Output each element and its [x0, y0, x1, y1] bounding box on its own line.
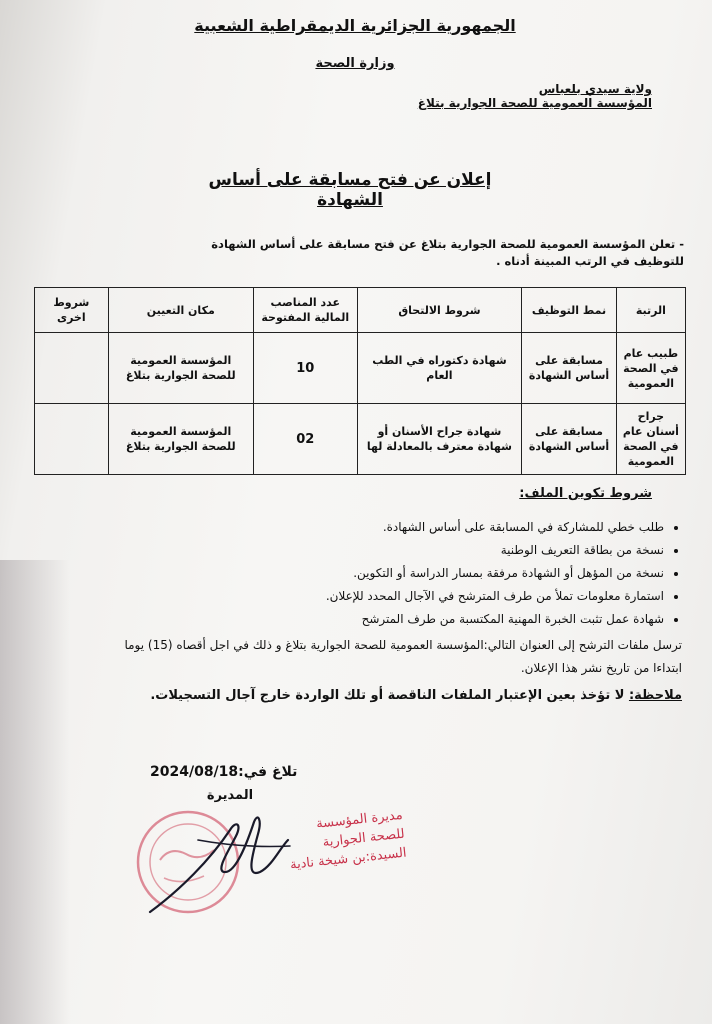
header-other: شروط اخرى	[35, 288, 109, 333]
header-positions: عدد المناصب المالية المفتوحة	[253, 288, 357, 333]
wilaya-header: ولاية سيدي بلعباس	[538, 82, 652, 96]
cell-place: المؤسسة العمومية للصحة الجوارية بتلاغ	[108, 333, 253, 404]
cell-place: المؤسسة العمومية للصحة الجوارية بتلاغ	[108, 404, 253, 475]
header-place: مكان التعيين	[108, 288, 253, 333]
cell-other	[35, 404, 109, 475]
positions-table	[34, 287, 686, 475]
signature-date: تلاغ في:2024/08/18	[150, 764, 298, 780]
header-conditions: شروط الالتحاق	[357, 288, 522, 333]
republic-header: الجمهورية الجزائرية الديمقراطية الشعبية	[194, 16, 516, 35]
header-rank: الرتبة	[616, 288, 685, 333]
cell-rank: طبيب عام في الصحة العمومية	[616, 333, 685, 404]
cell-conditions: شهادة جراح الأسنان أو شهادة معترف بالمعادلة لها	[357, 404, 522, 475]
cell-type: مسابقة على أساس الشهادة	[522, 404, 617, 475]
announcement-title: إعلان عن فتح مسابقة على أساس الشهادة	[208, 170, 492, 210]
cell-rank: جراح أسنان عام في الصحة العمومية	[616, 404, 685, 475]
list-item: • نسخة من المؤهل أو الشهادة مرفقة بمسار الدراسة أو التكوين.	[64, 562, 664, 585]
list-item: • طلب خطي للمشاركة في المسابقة على أساس الشهادة.	[64, 516, 664, 539]
note-label: ملاحظة:	[628, 688, 682, 703]
table-row	[35, 333, 686, 404]
list-item: • شهادة عمل تثبت الخبرة المهنية المكتسبة من طرف المترشح	[64, 608, 664, 631]
table-header-row	[35, 288, 686, 333]
stamp-line-3: السيدة:بن شيخة نادية	[289, 845, 408, 873]
intro-line-2: للتوظيف في الرتب المبينة أدناه .	[496, 254, 684, 268]
director-title: المديرة	[206, 788, 254, 803]
stamp-line-2: للصحة الجوارية	[322, 826, 406, 851]
page-shadow	[0, 560, 70, 1024]
list-item: • نسخة من بطاقة التعريف الوطنية	[64, 539, 664, 562]
note	[42, 688, 682, 703]
required-documents-list	[64, 516, 682, 631]
submission-line-2: ابتداءا من تاريخ نشر هذا الإعلان.	[520, 661, 682, 675]
institution-header: المؤسسة العمومية للصحة الجوارية بتلاغ	[417, 96, 652, 110]
cell-positions: 02	[253, 404, 357, 475]
cell-conditions: شهادة دكتوراه في الطب العام	[357, 333, 522, 404]
file-conditions-title: شروط تكوين الملف:	[519, 486, 652, 501]
submission-instructions	[42, 634, 682, 680]
list-item: • استمارة معلومات تملأ من طرف المترشح في الآجال المحدد للإعلان.	[64, 585, 664, 608]
announcement-intro	[34, 236, 684, 270]
header-type: نمط التوظيف	[522, 288, 617, 333]
note-text: لا تؤخذ بعين الإعتبار الملفات الناقصة أو تلك الواردة خارج آجال التسجيلات.	[150, 688, 625, 703]
intro-line-1: - تعلن المؤسسة العمومية للصحة الجوارية بتلاغ عن فتح مسابقة على أساس الشهادة	[211, 237, 684, 251]
table-row	[35, 404, 686, 475]
cell-positions: 10	[253, 333, 357, 404]
submission-line-1: ترسل ملفات الترشح إلى العنوان التالي:المؤسسة العمومية للصحة الجوارية بتلاغ و ذلك في اجل أقصاه (15) يوما	[124, 638, 682, 652]
stamp-line-1: مديرة المؤسسة	[315, 807, 404, 832]
ministry-header: وزارة الصحة	[315, 56, 395, 71]
cell-type: مسابقة على أساس الشهادة	[522, 333, 617, 404]
cell-other	[35, 333, 109, 404]
